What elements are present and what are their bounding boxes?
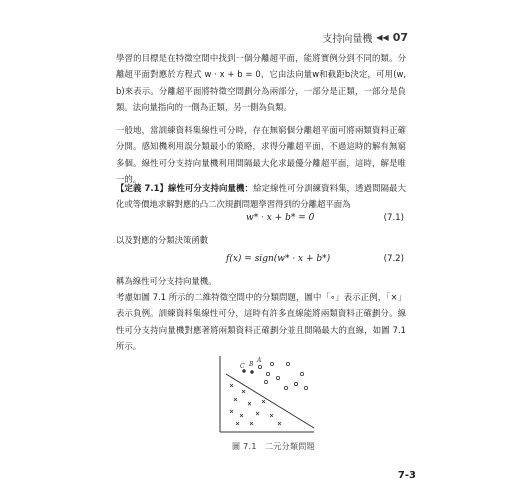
negative-point: [242, 390, 245, 393]
equation-number: (7.2): [383, 254, 404, 264]
equation-expression: w* · x + b* = 0: [246, 213, 315, 223]
negative-point: [250, 422, 253, 425]
paragraph-4: 以及對應的分類決策函數: [116, 235, 209, 245]
equation-expression: f(x) = sign(w* · x + b*): [226, 254, 331, 264]
label-a: A: [257, 357, 262, 364]
negative-point: [230, 384, 233, 387]
positive-point: [284, 386, 287, 389]
definition-label: 【定義 7.1】線性可分支持向量機：: [116, 183, 254, 193]
positive-point: [276, 376, 279, 379]
label-c: C: [240, 363, 245, 370]
paragraph-6: 考慮如圖 7.1 所示的二維特徵空間中的分類問題，圖中「∘」表示正例，「×」表示負例。訓練資料集線性可分，這時有許多直線能將兩類資料正確劃分。線性可分支持向量機對應著將兩類資料正確劃分並且間隔最大的直線，如圖 7.1所示。: [116, 292, 406, 351]
positive-point: [258, 365, 261, 368]
positive-point: [264, 380, 267, 383]
negative-point: [262, 400, 265, 403]
negative-point: [236, 422, 239, 425]
positive-point: [300, 372, 303, 375]
paragraph-1: 學習的目標是在特徵空間中找到一個分離超平面，能將實例分到不同的類。分離超平面對應於方程式 w · x + b = 0，它由法向量w和截距b決定，可用(w, b)來表示。分離超平面將特徵空間劃分為兩部分，一部分是正類，一部分是負類。法向量指向的一側為正類，另一側為負類。: [116, 53, 406, 112]
negative-point: [270, 414, 273, 417]
classification-plot: [216, 354, 316, 436]
definition-paragraph: [116, 180, 406, 213]
negative-point: [278, 422, 281, 425]
equation-number: (7.1): [383, 213, 404, 223]
label-b: B: [249, 361, 254, 368]
positive-point: [304, 386, 307, 389]
negative-point: [230, 410, 233, 413]
negative-points: [230, 384, 281, 425]
positive-point: [294, 382, 297, 385]
figure-caption: 圖 7.1 二元分類問題: [232, 442, 315, 451]
running-header: [322, 30, 408, 45]
negative-point: [240, 414, 243, 417]
point-b: [250, 370, 253, 373]
paragraph-5: 稱為線性可分支持向量機。: [116, 276, 217, 286]
chapter-number: 07: [392, 31, 408, 44]
negative-point: [256, 412, 259, 415]
chapter-title: 支持向量機: [322, 34, 373, 45]
definition-text: 給定線性可分訓練資料集，透過間隔最大化或等價地求解對應的凸二次規劃問題學習得到的分離超平面為: [116, 183, 406, 210]
positive-point: [286, 362, 289, 365]
positive-point: [270, 362, 273, 365]
chapter-marker-icon: ◀◀: [376, 33, 389, 42]
positive-point: [266, 372, 269, 375]
negative-point: [234, 398, 237, 401]
page-number: 7-3: [397, 470, 416, 481]
positive-points: [258, 362, 307, 389]
figure-7-1: [216, 354, 316, 440]
paragraph-2: 一般地，當訓練資料集線性可分時，存在無窮個分離超平面可將兩類資料正確分開。感知機利用誤分類最小的策略，求得分離超平面，不過這時的解有無窮多個。線性可分支持向量機利用間隔最大化求最優分離超平面，這時，解是唯一的。: [116, 125, 406, 184]
negative-point: [248, 402, 251, 405]
separating-hyperplane: [226, 374, 314, 428]
